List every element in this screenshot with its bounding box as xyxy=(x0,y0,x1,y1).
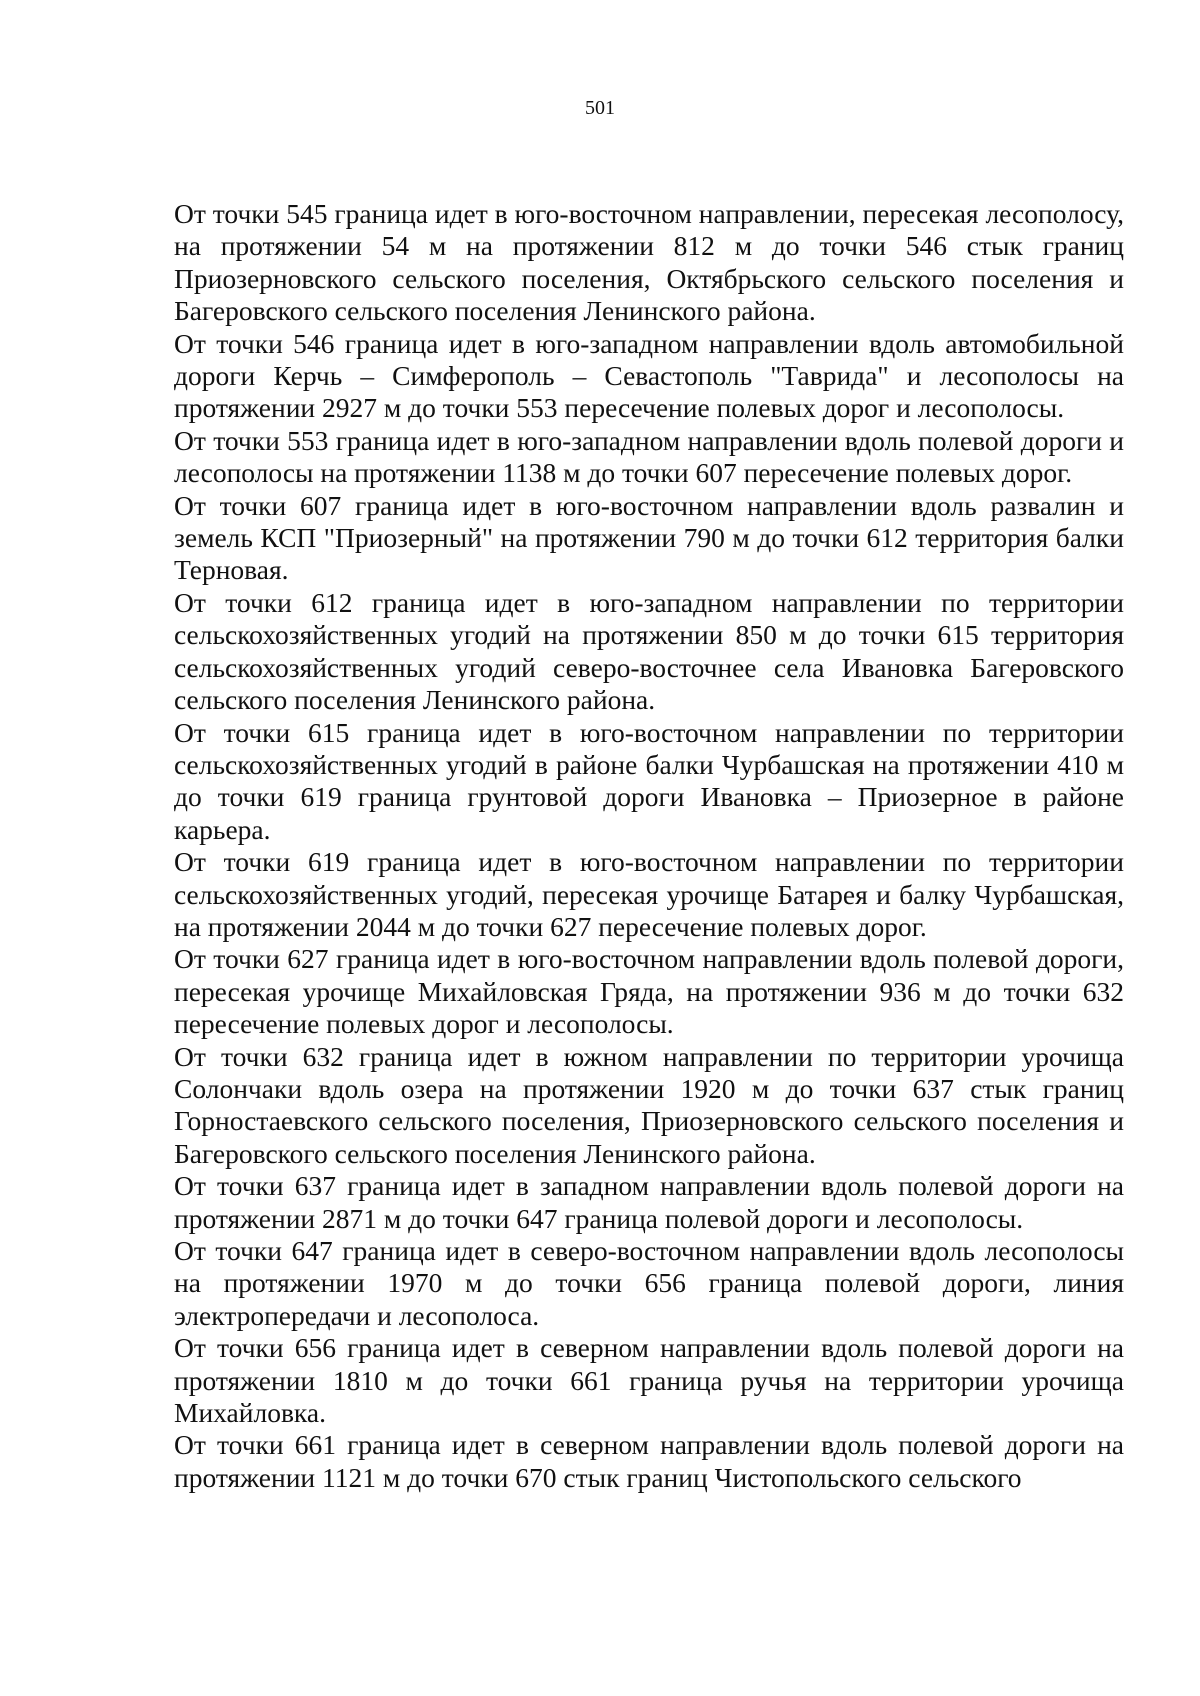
paragraph-point-647: От точки 647 граница идет в северо-восточном направлении вдоль лесополосы на протяжении 1970 м до точки 656 граница полевой дороги, линия электропередачи и лесополоса. xyxy=(174,1235,1124,1331)
paragraph-point-632: От точки 632 граница идет в южном направлении по территории урочища Солончаки вдоль озера на протяжении 1920 м до точки 637 стык границ Горностаевского сельского поселения, Приозерновского сельского поселения и Багеровского сельского поселения Ленинского района. xyxy=(174,1040,1124,1169)
paragraph-point-637: От точки 637 граница идет в западном направлении вдоль полевой дороги на протяжении 2871 м до точки 647 граница полевой дороги и лесополосы. xyxy=(174,1170,1124,1234)
paragraph-point-607: От точки 607 граница идет в юго-восточном направлении вдоль развалин и земель КСП "Приозерный" на протяжении 790 м до точки 612 территория балки Терновая. xyxy=(174,489,1124,586)
paragraph-point-619: От точки 619 граница идет в юго-восточном направлении по территории сельскохозяйственных угодий, пересекая урочище Батарея и балку Чурбашская, на протяжении 2044 м до точки 627 пересечение полевых дорог. xyxy=(174,846,1124,942)
paragraph-point-545: От точки 545 граница идет в юго-восточном направлении, пересекая лесополосу, на протяжении 54 м на протяжении 812 м до точки 546 стык границ Приозерновского сельского поселения, Октябрьского сельского поселения и Багеровского сельского поселения Ленинского района. xyxy=(174,198,1124,327)
paragraph-point-612: От точки 612 граница идет в юго-западном направлении по территории сельскохозяйственных угодий на протяжении 850 м до точки 615 территория сельскохозяйственных угодий северо-восточнее села Ивановка Багеровского сельского поселения Ленинского района. xyxy=(174,586,1124,716)
document-body xyxy=(174,198,1124,1494)
paragraph-point-661: От точки 661 граница идет в северном направлении вдоль полевой дороги на протяжении 1121 м до точки 670 стык границ Чистопольского сельского xyxy=(174,1429,1124,1493)
page-number: 501 xyxy=(585,97,615,119)
paragraph-point-615: От точки 615 граница идет в юго-восточном направлении по территории сельскохозяйственных угодий в районе балки Чурбашская на протяжении 410 м до точки 619 граница грунтовой дороги Ивановка – Приозерное в районе карьера. xyxy=(174,716,1124,845)
paragraph-point-656: От точки 656 граница идет в северном направлении вдоль полевой дороги на протяжении 1810 м до точки 661 граница ручья на территории урочища Михайловка. xyxy=(174,1332,1124,1429)
paragraph-point-546: От точки 546 граница идет в юго-западном направлении вдоль автомобильной дороги Керчь – Симферополь – Севастополь "Таврида" и лесополосы на протяжении 2927 м до точки 553 пересечение полевых дорог и лесополосы. xyxy=(174,327,1124,424)
paragraph-point-627: От точки 627 граница идет в юго-восточном направлении вдоль полевой дороги, пересекая урочище Михайловская Гряда, на протяжении 936 м до точки 632 пересечение полевых дорог и лесополосы. xyxy=(174,943,1124,1040)
paragraph-point-553: От точки 553 граница идет в юго-западном направлении вдоль полевой дороги и лесополосы на протяжении 1138 м до точки 607 пересечение полевых дорог. xyxy=(174,424,1124,489)
